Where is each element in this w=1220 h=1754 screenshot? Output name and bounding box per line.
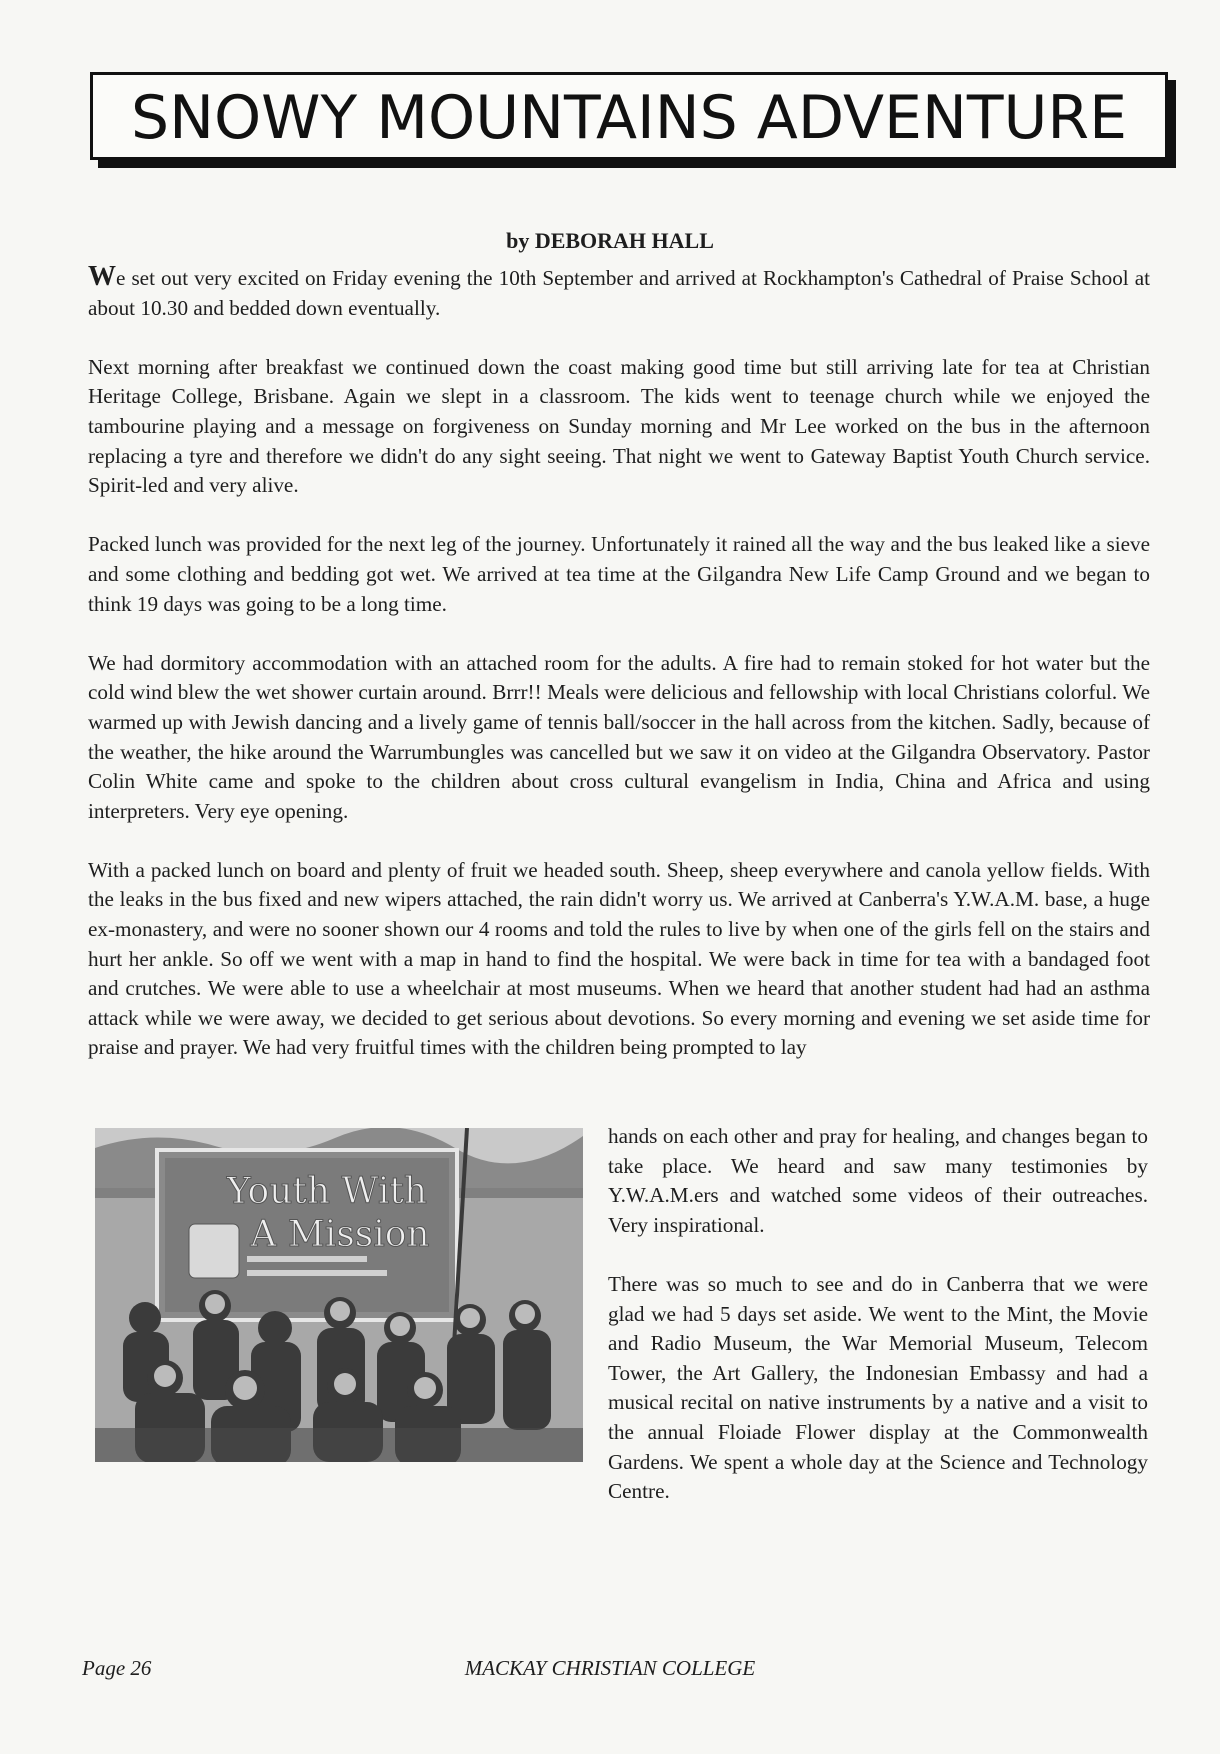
article-body-right-column	[608, 1122, 1148, 1536]
paragraph-5: With a packed lunch on board and plenty of fruit we headed south. Sheep, sheep everywhere and canola yellow fields. With the leaks in the bus fixed and new wipers attached, the rain didn't worry us. We arrived at Canberra's Y.W.A.M. base, a huge ex-monastery, and were no sooner shown our 4 rooms and told the rules to live by when one of the girls fell on the stairs and hurt her ankle. So off we went with a map in hand to find the hospital. We were back in time for tea with a bandaged foot and crutches. We were able to use a wheelchair at most museums. When we heard that another student had had an asthma attack while we were away, we decided to get serious about devotions. So every morning and evening we set aside time for praise and prayer. We had very fruitful times with the children being prompted to lay	[88, 857, 1150, 1060]
paragraph-4: We had dormitory accommodation with an attached room for the adults. A fire had to remain stoked for hot water but the cold wind blew the wet shower curtain around. Brrr!! Meals were delicious and fellowship with local Christians colorful. We warmed up with Jewish dancing and a lively game of tennis ball/soccer in the hall across from the kitchen. Sadly, because of the weather, the hike around the Warrumbungles was cancelled but we saw it on video at the Gilgandra Observatory. Pastor Colin White came and spoke to the children about cross cultural evangelism in India, China and Africa and using interpreters. Very eye opening.	[88, 650, 1150, 823]
paragraph-1	[88, 262, 1150, 323]
drop-cap: W	[88, 261, 116, 292]
sign-line-1: Youth With	[226, 1171, 428, 1212]
group-photo-illustration	[95, 1128, 583, 1462]
article-body	[88, 262, 1150, 1093]
paragraph-2: Next morning after breakfast we continued down the coast making good time but still arriving late for tea at Christian Heritage College, Brisbane. Again we slept in a classroom. The kids went to teenage church while we enjoyed the tambourine playing and a message on forgiveness on Sunday morning and Mr Lee worked on the bus in the afternoon replacing a tyre and therefore we didn't do any sight seeing. That night we went to Gateway Baptist Youth Church service. Spirit-led and very alive.	[88, 354, 1150, 498]
sign-line-2: A Mission	[250, 1214, 430, 1255]
byline: by DEBORAH HALL	[506, 228, 714, 253]
paragraph-1-text: e set out very excited on Friday evening the 10th September and arrived at Rockhampton's Cathedral of Praise School at about 10.30 and bedded down eventually.	[88, 266, 1150, 320]
paragraph-3: Packed lunch was provided for the next leg of the journey. Unfortunately it rained all the way and the bus leaked like a sieve and some clothing and bedding got wet. We arrived at tea time at the Gilgandra New Life Camp Ground and we began to think 19 days was going to be a long time.	[88, 532, 1150, 616]
page-number: Page 26	[82, 1656, 152, 1680]
paragraph-6: There was so much to see and do in Canberra that we were glad we had 5 days set aside. We went to the Mint, the Movie and Radio Museum, the War Memorial Museum, Telecom Tower, the Art Gallery, the Indonesian Embassy and had a musical recital on native instruments by a native and a visit to the annual Floiade Flower display at the Commonwealth Gardens. We spent a whole day at the Science and Technology Centre.	[608, 1271, 1148, 1504]
page-title: SNOWY MOUNTAINS ADVENTURE	[130, 83, 1127, 153]
title-banner	[90, 72, 1168, 160]
paragraph-5-continued: hands on each other and pray for healing, and changes began to take place. We heard and saw many testimonies by Y.W.A.M.ers and watched some videos of their outreaches. Very inspirational.	[608, 1124, 1148, 1237]
footer-school-name: MACKAY CHRISTIAN COLLEGE	[464, 1656, 756, 1680]
group-photo	[95, 1128, 583, 1462]
